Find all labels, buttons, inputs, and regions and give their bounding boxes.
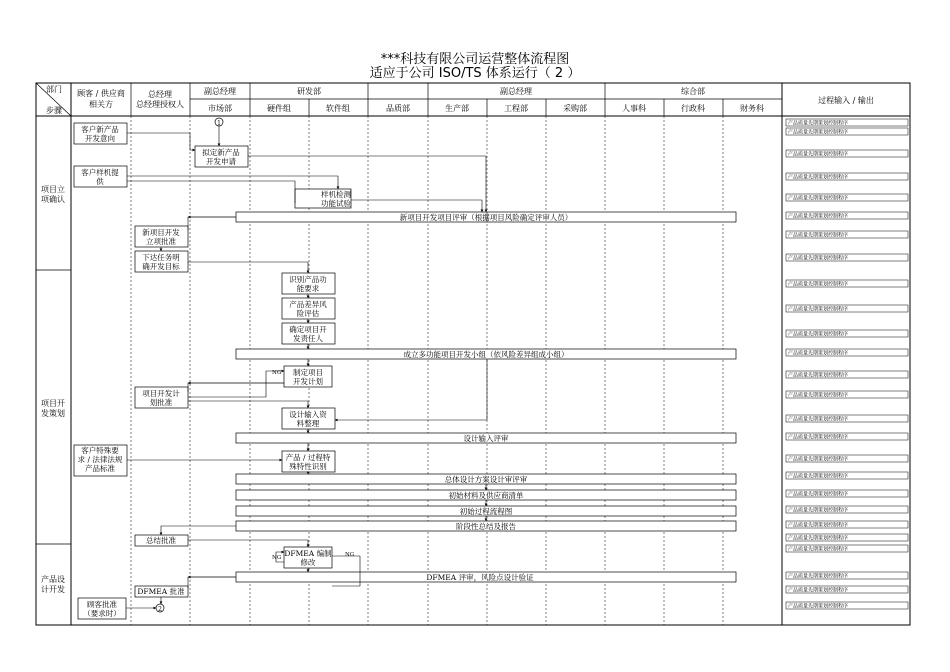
bar-design-scheme-review-text: 总体设计方案设计审评审 [444, 475, 528, 484]
box-customer-intent-l2: 开发意向 [85, 134, 115, 143]
io-item-text: 产品质量先期策划控制程序 [788, 255, 849, 262]
flow-line [351, 200, 482, 212]
box-special-requirements-l2: 求 / 法律法规 [77, 455, 123, 464]
io-item-text: 产品质量先期策划控制程序 [788, 213, 849, 220]
io-item-text: 产品质量先期策划控制程序 [788, 434, 849, 441]
io-item-text: 产品质量先期策划控制程序 [788, 372, 849, 379]
io-item-text: 产品质量先期策划控制程序 [788, 350, 849, 357]
io-item-text: 产品质量先期策划控制程序 [788, 120, 849, 127]
header-market: 市场部 [208, 104, 232, 113]
box-assign-task-l1: 下达任务明 [142, 253, 180, 262]
box-assign-task-l2: 确开发目标 [142, 262, 180, 271]
header-customer-1: 顾客 / 供应商 [77, 89, 125, 98]
box-risk-assessment-l1: 产品差异风 [289, 300, 327, 309]
header-finance: 财务科 [740, 104, 764, 113]
io-item-text: 产品质量先期策划控制程序 [788, 232, 849, 239]
box-owner-l1: 确定项目开 [289, 325, 327, 334]
header-io: 过程输入 / 输出 [818, 96, 874, 105]
box-customer-approval-l1: 顾客批准 [87, 600, 117, 609]
box-special-characteristics-l2: 殊特性识别 [289, 462, 327, 471]
io-item-text: 产品质量先期策划控制程序 [788, 491, 849, 498]
box-input-data-l2: 料整理 [296, 419, 320, 428]
flow-line [127, 176, 338, 189]
header-dept: 部门 [46, 85, 62, 94]
io-item-text: 产品质量先期策划控制程序 [788, 281, 849, 288]
box-dfmea-edit-l2: 修改 [300, 558, 316, 567]
title-line-1: ***科技有限公司运营整体流程图 [380, 52, 570, 67]
box-special-characteristics-l1: 产品 / 过程特 [285, 453, 331, 462]
io-item-text: 产品质量先期策划控制程序 [788, 535, 849, 542]
io-item-text: 产品质量先期策划控制程序 [788, 603, 849, 610]
box-project-approval-l1: 新项目开发 [142, 228, 180, 237]
title-line-2: 适应于公司 ISO/TS 体系运行（ 2 ） [369, 66, 581, 81]
box-dfmea-edit-l1: DFMEA 编制 [284, 549, 332, 558]
box-plan-approval-l1: 项目开发计 [142, 389, 180, 398]
bar-material-list-text: 初始材料及供应商清单 [448, 491, 524, 500]
io-item-text: 产品质量先期策划控制程序 [788, 522, 849, 529]
io-item-text: 产品质量先期策划控制程序 [788, 587, 849, 594]
header-production: 生产部 [445, 104, 469, 113]
box-make-plan-l2: 开发计划 [293, 377, 323, 386]
io-item-text: 产品质量先期策划控制程序 [788, 331, 849, 338]
box-draft-application-l2: 开发申请 [206, 157, 236, 166]
io-column [786, 119, 908, 610]
header-hr: 人事科 [622, 104, 646, 113]
phase-2-line-1: 项目开 [41, 399, 65, 408]
flow-line [188, 540, 308, 547]
header-rd: 研发部 [297, 87, 321, 96]
flow-line [161, 526, 236, 535]
phase-3-line-1: 产品设 [41, 575, 65, 584]
phase-1-line-1: 项目立 [41, 185, 65, 194]
box-make-plan-l1: 制定项目 [293, 368, 323, 377]
box-plan-approval-l2: 划批准 [149, 398, 173, 407]
phase-1-line-2: 项确认 [41, 195, 65, 204]
box-summary-approval-l1: 总结批准 [146, 536, 176, 545]
header-general: 综合部 [681, 87, 705, 96]
box-customer-intent-l1: 客户新产品 [81, 125, 119, 134]
phase-3-line-2: 计开发 [41, 585, 65, 594]
io-item-text: 产品质量先期策划控制程序 [788, 129, 849, 136]
connector-2-label: 2 [158, 606, 162, 613]
header-gm-1: 总经理 [148, 90, 172, 99]
flow-line [248, 156, 486, 212]
header-deputy-2: 副总经理 [500, 87, 532, 96]
box-identify-function-l1: 识别产品功 [289, 275, 327, 284]
header-gm-2: 总经理授权人 [136, 100, 184, 109]
bar-stage-summary-text: 阶段性总结及报告 [456, 522, 516, 531]
io-item-text: 产品质量先期策划控制程序 [788, 416, 849, 423]
flow-line [188, 577, 236, 588]
io-item-text: 产品质量先期策划控制程序 [788, 473, 849, 480]
bar-team-setup-text: 成立多功能项目开发小组（依风险差异组成小组） [403, 350, 569, 359]
box-customer-sample-l2: 供 [96, 177, 104, 186]
io-item-text: 产品质量先期策划控制程序 [788, 546, 849, 553]
bar-input-review-text: 设计输入评审 [463, 434, 509, 443]
bar-project-review-text: 新项目开发项目评审（根据项目风险确定评审人员） [399, 213, 573, 222]
flow-line [188, 383, 284, 392]
box-customer-approval-l2: （要求时） [83, 609, 121, 618]
flow-line [127, 133, 195, 150]
box-dfmea-approval-l1: DFMEA 批准 [137, 587, 185, 596]
bar-process-flow-text: 初始过程流程图 [459, 507, 513, 516]
box-owner-l2: 发责任人 [293, 334, 323, 343]
header-quality: 品质部 [386, 104, 410, 113]
ng-label-1: NG [272, 370, 282, 376]
header-admin: 行政科 [681, 104, 705, 113]
box-sample-test-l1: 样机检测 [321, 190, 351, 199]
header-deputy-1: 副总经理 [204, 87, 236, 96]
io-item-text: 产品质量先期策划控制程序 [788, 306, 849, 313]
flow-line [188, 262, 308, 273]
header-software: 软件组 [326, 104, 350, 113]
box-sample-test-l2: 功能试验 [321, 199, 351, 208]
header-purchasing: 采购部 [563, 104, 587, 113]
flow-line [188, 371, 284, 397]
flow-line [127, 181, 295, 203]
box-identify-function-l2: 能要求 [296, 284, 320, 293]
flow-line [188, 401, 308, 408]
header-step: 步骤 [46, 106, 62, 115]
header-customer-2: 相关方 [89, 100, 113, 109]
bar-dfmea-review-text: DFMEA 评审，风险点设计验证 [426, 573, 534, 582]
box-customer-sample-l1: 客户样机提 [81, 168, 119, 177]
io-item-text: 产品质量先期策划控制程序 [788, 195, 849, 202]
box-draft-application-l1: 拟定新产品 [202, 148, 240, 157]
io-item-text: 产品质量先期策划控制程序 [788, 573, 849, 580]
header-hardware: 硬件组 [267, 104, 291, 113]
box-special-requirements-l1: 客户特殊要 [81, 446, 119, 455]
box-project-approval-l2: 立项批准 [146, 237, 176, 246]
io-item-text: 产品质量先期策划控制程序 [788, 174, 849, 181]
io-item-text: 产品质量先期策划控制程序 [788, 456, 849, 463]
io-item-text: 产品质量先期策划控制程序 [788, 151, 849, 158]
phase-2-line-2: 发策划 [41, 409, 65, 418]
ng-label-2: NG [272, 555, 282, 561]
ng-label-3: NG [345, 552, 355, 558]
header-engineering: 工程部 [504, 104, 528, 113]
box-special-requirements-l3: 产品标准 [85, 464, 115, 473]
connector-1-label: 1 [217, 120, 221, 127]
box-risk-assessment-l2: 险评估 [296, 309, 320, 318]
io-item-text: 产品质量先期策划控制程序 [788, 507, 849, 514]
box-input-data-l1: 设计输入资 [289, 410, 327, 419]
io-item-text: 产品质量先期策划控制程序 [788, 392, 849, 399]
flow-line [188, 217, 236, 230]
